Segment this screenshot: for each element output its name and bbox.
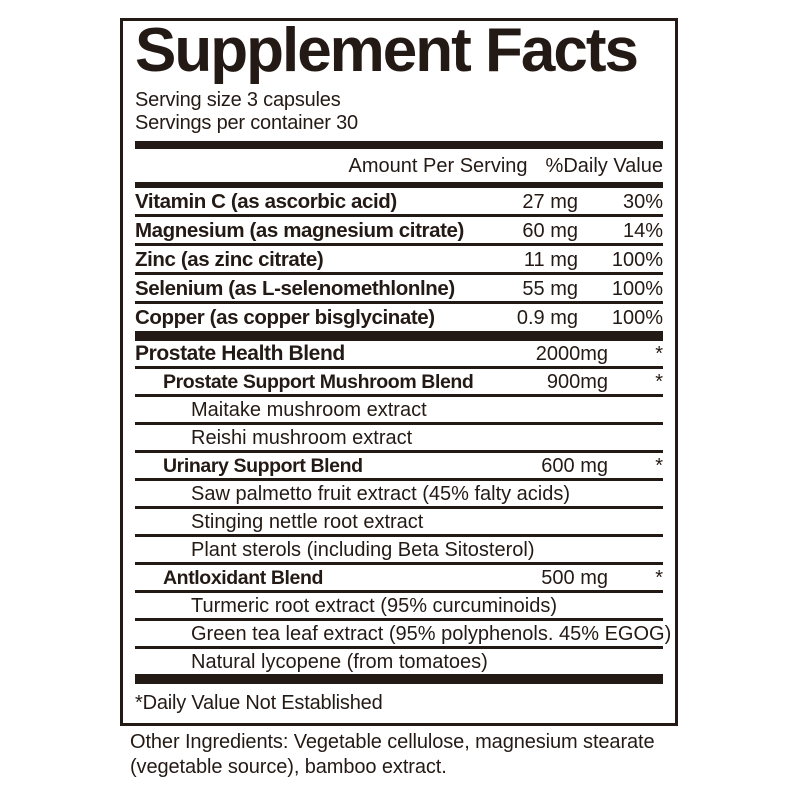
nutrient-amount: 11 mg	[523, 249, 578, 271]
blend-ingredient-name: Natural lycopene (from tomatoes)	[191, 651, 488, 673]
blend-name: Antloxidant Blend	[163, 567, 324, 589]
nutrient-daily-value: 100%	[611, 249, 663, 271]
nutrient-amount: 55 mg	[522, 278, 578, 300]
divider-bar-blends	[135, 331, 663, 341]
blend-ingredient-row-turmeric	[135, 593, 663, 621]
nutrient-row-selenium	[135, 275, 663, 304]
blend-daily-value: *	[655, 371, 663, 393]
blend-amount: 500 mg	[541, 567, 608, 589]
nutrient-row-magnesium	[135, 217, 663, 246]
nutrient-daily-value: 30%	[622, 191, 663, 213]
column-headers	[135, 149, 663, 188]
blend-ingredient-name: Green tea leaf extract (95% polyphenols. 45% EGOG)	[191, 623, 672, 645]
amount-per-serving-header: Amount Per Serving	[348, 155, 528, 177]
blend-ingredient-row-plant-sterols	[135, 537, 663, 565]
blend-amount: 2000mg	[535, 343, 608, 365]
blend-daily-value: *	[655, 343, 663, 365]
blend-amount: 900mg	[546, 371, 608, 393]
blend-ingredient-row-lycopene	[135, 649, 663, 674]
blend-row-antioxidant	[135, 565, 663, 593]
divider-bar-top	[135, 141, 663, 149]
nutrient-name: Copper (as copper bisglycinate)	[135, 306, 435, 329]
panel-title: Supplement Facts	[135, 16, 637, 85]
blend-ingredient-name: Reishi mushroom extract	[191, 427, 413, 449]
nutrient-name: Magnesium (as magnesium citrate)	[135, 219, 464, 242]
blend-ingredient-row-maitake	[135, 397, 663, 425]
daily-value-header: %Daily Value	[545, 155, 663, 177]
blend-ingredient-row-green-tea	[135, 621, 672, 649]
blend-ingredient-name: Plant sterols (including Beta Sitosterol)	[191, 539, 535, 561]
blend-name: Urinary Support Blend	[163, 455, 363, 477]
blend-name: Prostate Health Blend	[135, 342, 345, 365]
nutrient-row-vitamin-c	[135, 188, 663, 217]
blend-ingredient-row-stinging-nettle	[135, 509, 663, 537]
serving-size-text: Serving size 3 capsules	[135, 89, 341, 111]
divider-bar-footnote	[135, 674, 663, 684]
nutrient-row-zinc	[135, 246, 663, 275]
blend-daily-value: *	[655, 567, 663, 589]
blend-ingredient-row-reishi	[135, 425, 663, 453]
supplement-facts-panel	[120, 18, 678, 726]
nutrient-amount: 60 mg	[522, 220, 578, 242]
daily-value-footnote: *Daily Value Not Established	[135, 692, 383, 714]
nutrient-row-copper	[135, 304, 663, 331]
blend-ingredient-name: Maitake mushroom extract	[191, 399, 427, 421]
blend-name: Prostate Support Mushroom Blend	[163, 371, 474, 393]
blend-daily-value: *	[655, 455, 663, 477]
blend-ingredient-row-saw-palmetto	[135, 481, 663, 509]
blend-row-urinary	[135, 453, 663, 481]
nutrient-name: Zinc (as zinc citrate)	[135, 248, 324, 271]
blend-ingredient-name: Turmeric root extract (95% curcuminoids)	[191, 595, 558, 617]
blend-row-mushroom	[135, 369, 663, 397]
nutrient-amount: 27 mg	[522, 191, 578, 213]
nutrient-amount: 0.9 mg	[516, 307, 578, 329]
blend-amount: 600 mg	[541, 455, 608, 477]
nutrient-name: Selenium (as L-selenomethlonlne)	[135, 277, 455, 300]
nutrient-daily-value: 100%	[611, 307, 663, 329]
servings-per-container-text: Servings per container 30	[135, 112, 358, 134]
nutrient-daily-value: 100%	[611, 278, 663, 300]
blend-ingredient-name: Stinging nettle root extract	[191, 511, 424, 533]
nutrient-daily-value: 14%	[622, 220, 663, 242]
blend-row-prostate-health	[135, 341, 663, 369]
nutrient-name: Vitamin C (as ascorbic acid)	[135, 190, 397, 213]
other-ingredients: Other Ingredients: Vegetable cellulose, magnesium stearate (vegetable source), bamboo extract.	[130, 731, 655, 778]
blend-ingredient-name: Saw palmetto fruit extract (45% falty acids)	[191, 483, 571, 505]
